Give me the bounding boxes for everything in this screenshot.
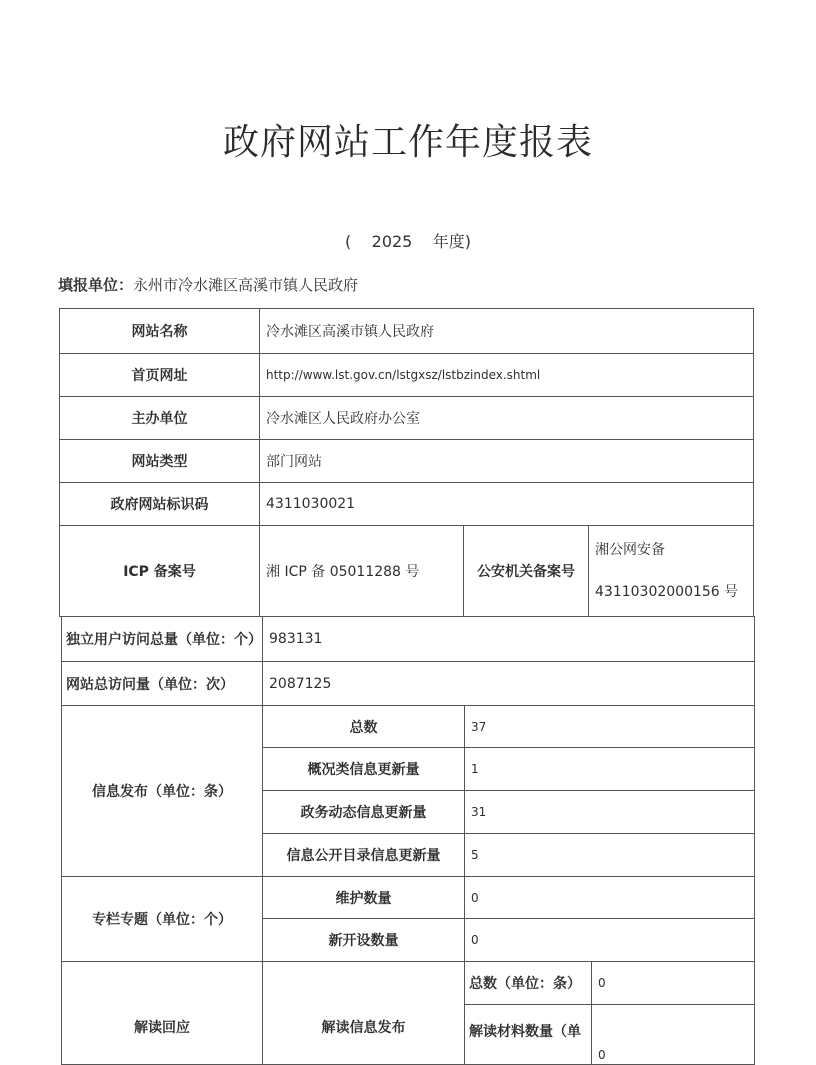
reporting-unit-value: 永州市冷水滩区高溪市镇人民政府 bbox=[133, 276, 359, 294]
info-row-value: 37 bbox=[465, 706, 755, 748]
interpretation-sub-label: 解读信息发布 bbox=[263, 962, 465, 1065]
info-publishing-label: 信息发布（单位：条） bbox=[62, 706, 263, 877]
site-name-label: 网站名称 bbox=[60, 309, 260, 354]
table-row bbox=[62, 962, 755, 1005]
info-row-value: 31 bbox=[465, 791, 755, 834]
table-row bbox=[60, 354, 754, 397]
interpretation-row-value: 0 bbox=[592, 1005, 755, 1065]
table-row bbox=[60, 397, 754, 440]
icp-label: ICP 备案号 bbox=[60, 526, 260, 617]
special-columns-label: 专栏专题（单位：个） bbox=[62, 877, 263, 962]
info-row-value: 1 bbox=[465, 748, 755, 791]
total-visits-value: 2087125 bbox=[263, 662, 755, 706]
special-row-label: 维护数量 bbox=[263, 877, 465, 919]
sponsor-value: 冷水滩区人民政府办公室 bbox=[260, 397, 754, 440]
special-row-value: 0 bbox=[465, 919, 755, 962]
table-row bbox=[62, 877, 755, 919]
info-row-value: 5 bbox=[465, 834, 755, 877]
table-row bbox=[62, 706, 755, 748]
table-row bbox=[60, 526, 754, 617]
public-security-value-line1: 湘公网安备 bbox=[595, 542, 665, 558]
special-row-value: 0 bbox=[465, 877, 755, 919]
unique-visitors-value: 983131 bbox=[263, 617, 755, 662]
site-id-code-label: 政府网站标识码 bbox=[60, 483, 260, 526]
site-name-value: 冷水滩区高溪市镇人民政府 bbox=[260, 309, 754, 354]
site-type-label: 网站类型 bbox=[60, 440, 260, 483]
document-title: 政府网站工作年度报表 bbox=[222, 122, 593, 163]
basic-info-table bbox=[59, 308, 754, 617]
info-row-label: 政务动态信息更新量 bbox=[263, 791, 465, 834]
report-year: ( 2025 年度) bbox=[345, 232, 471, 251]
interpretation-row-label: 总数（单位：条） bbox=[465, 962, 592, 1005]
table-row bbox=[62, 617, 755, 662]
interpretation-label: 解读回应 bbox=[62, 962, 263, 1065]
reporting-unit bbox=[58, 274, 358, 295]
table-row bbox=[62, 662, 755, 706]
total-visits-label: 网站总访问量（单位：次） bbox=[62, 662, 263, 706]
sponsor-label: 主办单位 bbox=[60, 397, 260, 440]
public-security-label: 公安机关备案号 bbox=[464, 526, 589, 617]
table-row bbox=[60, 483, 754, 526]
table-row bbox=[60, 440, 754, 483]
homepage-url-label: 首页网址 bbox=[60, 354, 260, 397]
site-type-value: 部门网站 bbox=[260, 440, 754, 483]
info-row-label: 信息公开目录信息更新量 bbox=[263, 834, 465, 877]
site-id-code-value: 4311030021 bbox=[260, 483, 754, 526]
table-row bbox=[60, 309, 754, 354]
public-security-value bbox=[589, 526, 754, 617]
interpretation-row-value: 0 bbox=[592, 962, 755, 1005]
homepage-url-value[interactable]: http://www.lst.gov.cn/lstgxsz/lstbzindex.shtml bbox=[260, 354, 754, 397]
info-row-label: 总数 bbox=[263, 706, 465, 748]
icp-value: 湘 ICP 备 05011288 号 bbox=[260, 526, 464, 617]
reporting-unit-label: 填报单位： bbox=[58, 276, 134, 294]
public-security-value-line2: 43110302000156 号 bbox=[595, 584, 739, 600]
special-row-label: 新开设数量 bbox=[263, 919, 465, 962]
info-row-label: 概况类信息更新量 bbox=[263, 748, 465, 791]
unique-visitors-label: 独立用户访问总量（单位：个） bbox=[62, 617, 263, 662]
interpretation-row-label: 解读材料数量（单 bbox=[465, 1005, 592, 1065]
statistics-table bbox=[61, 616, 755, 1065]
